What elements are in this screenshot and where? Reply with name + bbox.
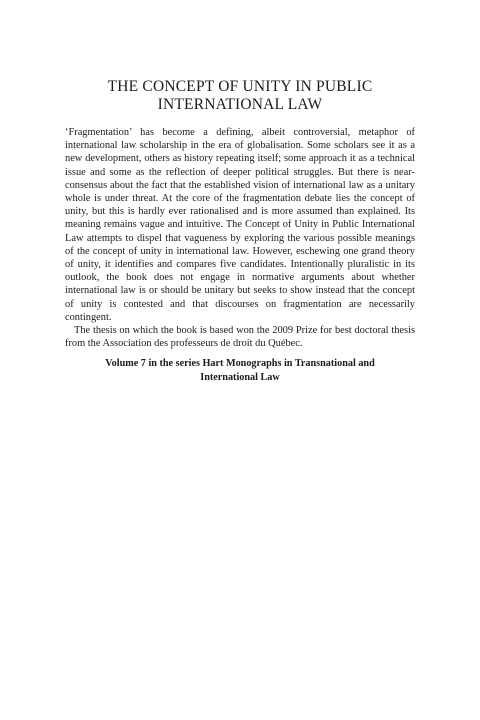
book-description bbox=[65, 126, 415, 350]
book-title bbox=[60, 78, 420, 114]
book-title-line: INTERNATIONAL LAW bbox=[157, 96, 323, 113]
description-paragraph: The thesis on which the book is based won the 2009 Prize for best doctoral thesis from the Association des professeurs de droit du Québec. bbox=[65, 325, 415, 350]
series-note-line: Volume 7 in the series Hart Monographs in Transnational and bbox=[105, 358, 375, 369]
book-title-line: THE CONCEPT OF UNITY IN PUBLIC bbox=[107, 78, 373, 95]
description-paragraph: ‘Fragmentation’ has become a defining, albeit controversial, metaphor of international law scholarship in the era of globalisation. Some scholars see it as a new development, others as history repeating itself; some approach it as a technical issue and some as the reflection of deeper political struggles. But there is near-consensus about the fact that the established vision of international law as a unitary whole is under threat. At the core of the fragmentation debate lies the concept of unity, but this is hardly ever rationalised and is more assumed than explained. Its meaning remains vague and intuitive. The Concept of Unity in Public International Law attempts to dispel that vagueness by exploring the various possible meanings of the concept of unity in international law. However, eschewing one grand theory of unity, it identifies and compares five candidates. Intentionally pluralistic in its outlook, the book does not engage in normative arguments about whether international law is or should be unitary but seeks to show instead that the concept of unity is contested and that discourses on fragmentation are necessarily contingent. bbox=[65, 127, 415, 323]
series-note-line: International Law bbox=[200, 371, 280, 383]
series-note bbox=[70, 357, 410, 384]
